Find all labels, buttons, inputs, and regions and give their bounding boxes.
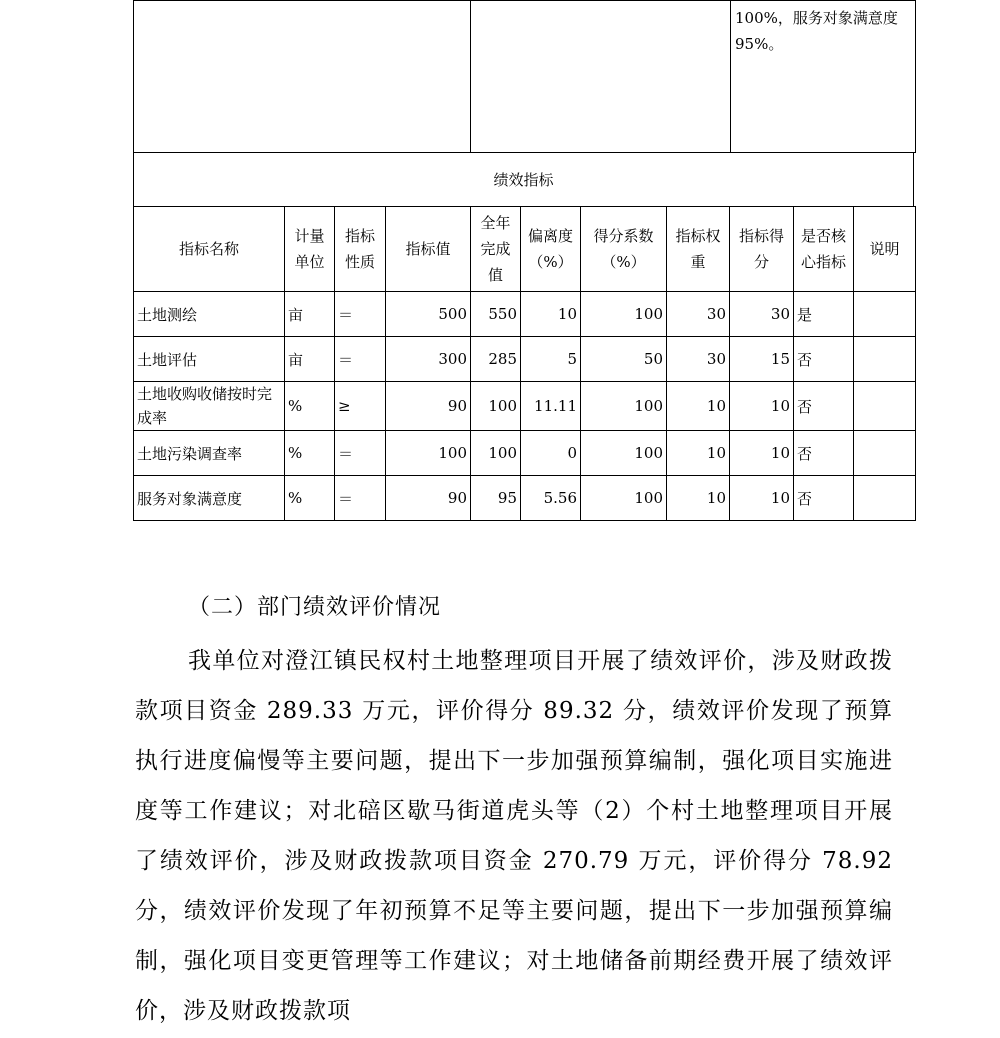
cell-core: 否 [794, 382, 854, 431]
cell-note [854, 431, 916, 476]
header-actual: 全年完成值 [471, 207, 521, 292]
header-nature: 指标性质 [335, 207, 386, 292]
continued-cell-1 [134, 1, 471, 153]
cell-coefficient: 100 [581, 292, 667, 337]
continued-table [133, 0, 916, 153]
header-coefficient: 得分系数（%） [581, 207, 667, 292]
cell-core: 是 [794, 292, 854, 337]
cell-weight: 30 [667, 337, 730, 382]
header-row [134, 207, 916, 292]
cell-note [854, 382, 916, 431]
header-indicator-name: 指标名称 [134, 207, 285, 292]
cell-score: 10 [730, 476, 794, 521]
cell-coefficient: 100 [581, 382, 667, 431]
cell-actual: 550 [471, 292, 521, 337]
cell-deviation: 5.56 [521, 476, 581, 521]
cell-core: 否 [794, 337, 854, 382]
cell-nature: ＝ [335, 476, 386, 521]
cell-score: 10 [730, 382, 794, 431]
cell-deviation: 10 [521, 292, 581, 337]
cell-deviation: 5 [521, 337, 581, 382]
cell-unit: 亩 [285, 292, 335, 337]
header-weight: 指标权重 [667, 207, 730, 292]
cell-core: 否 [794, 431, 854, 476]
header-note: 说明 [854, 207, 916, 292]
section-heading: （二）部门绩效评价情况 [188, 595, 442, 620]
cell-score: 30 [730, 292, 794, 337]
performance-indicators-table [133, 206, 916, 521]
cell-coefficient: 50 [581, 337, 667, 382]
cell-note [854, 337, 916, 382]
cell-unit: % [285, 476, 335, 521]
table-row [134, 337, 916, 382]
cell-nature: ＝ [335, 337, 386, 382]
cell-target: 300 [386, 337, 471, 382]
cell-score: 10 [730, 431, 794, 476]
continued-cell-3: 100%，服务对象满意度 95%。 [731, 1, 916, 153]
cell-coefficient: 100 [581, 476, 667, 521]
cell-unit: 亩 [285, 337, 335, 382]
cell-name: 土地污染调查率 [134, 431, 285, 476]
cell-name: 土地评估 [134, 337, 285, 382]
cell-note [854, 476, 916, 521]
header-core: 是否核心指标 [794, 207, 854, 292]
cell-weight: 10 [667, 382, 730, 431]
cell-unit: % [285, 431, 335, 476]
cell-unit: % [285, 382, 335, 431]
cell-actual: 285 [471, 337, 521, 382]
cell-target: 100 [386, 431, 471, 476]
cell-actual: 100 [471, 431, 521, 476]
cell-score: 15 [730, 337, 794, 382]
cell-actual: 95 [471, 476, 521, 521]
cell-target: 90 [386, 476, 471, 521]
performance-indicators-title: 绩效指标 [133, 152, 914, 207]
cell-core: 否 [794, 476, 854, 521]
cell-name: 服务对象满意度 [134, 476, 285, 521]
header-deviation: 偏离度（%） [521, 207, 581, 292]
cell-deviation: 11.11 [521, 382, 581, 431]
cell-target: 500 [386, 292, 471, 337]
continued-cell-2 [471, 1, 731, 153]
table-row [134, 292, 916, 337]
header-target: 指标值 [386, 207, 471, 292]
cell-nature: ＝ [335, 431, 386, 476]
cell-nature: ＝ [335, 292, 386, 337]
cell-nature: ≥ [335, 382, 386, 431]
table-row [134, 476, 916, 521]
cell-coefficient: 100 [581, 431, 667, 476]
cell-name: 土地收购收储按时完成率 [134, 382, 285, 431]
cell-weight: 10 [667, 431, 730, 476]
cell-deviation: 0 [521, 431, 581, 476]
header-unit: 计量单位 [285, 207, 335, 292]
cell-weight: 30 [667, 292, 730, 337]
header-score: 指标得分 [730, 207, 794, 292]
cell-actual: 100 [471, 382, 521, 431]
cell-note [854, 292, 916, 337]
body-paragraph: 我单位对澄江镇民权村土地整理项目开展了绩效评价，涉及财政拨款项目资金 289.33 万元，评价得分 89.32 分，绩效评价发现了预算执行进度偏慢等主要问题，提出下一步加强预算编制，强化项目实施进度等工作建议；对北碚区歇马街道虎头等（2）个村土地整理项目开展了绩效评价，涉及财政拨款项目资金 270.79 万元，评价得分 78.92 分，绩效评价发现了年初预算不足等主要问题，提出下一步加强预算编制，强化项目变更管理等工作建议；对土地储备前期经费开展了绩效评价，涉及财政拨款项 [135, 648, 893, 1024]
table-row [134, 382, 916, 431]
cell-name: 土地测绘 [134, 292, 285, 337]
table-row [134, 431, 916, 476]
cell-target: 90 [386, 382, 471, 431]
cell-weight: 10 [667, 476, 730, 521]
